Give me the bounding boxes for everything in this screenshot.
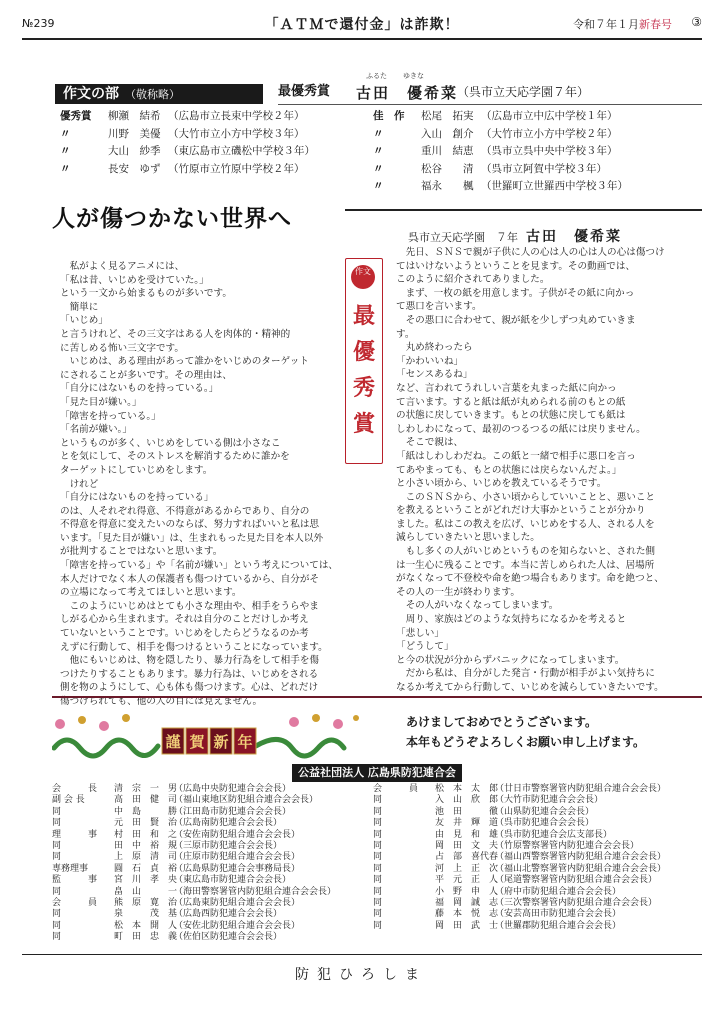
- roster-role: 監 事: [52, 875, 98, 886]
- roster-left: [52, 784, 336, 944]
- award-label: 優秀賞: [60, 110, 92, 122]
- award-name: 入山 創介: [421, 127, 474, 140]
- essay-line: いじめは、ある理由があって誰かをいじめのターゲット: [60, 356, 309, 368]
- association-name: 公益社団法人 広島県防犯連合会: [292, 764, 462, 782]
- essay-line: このＳＮＳから、小さい頃からしていいことと、悪いこと: [396, 491, 656, 503]
- essay-line: て悪口を言います。: [396, 301, 482, 313]
- issue-season: 新春号: [639, 18, 672, 31]
- essay-line: 「私は昔、いじめを受けていた。」: [60, 274, 209, 286]
- badge-essay-label: 作文: [351, 265, 375, 289]
- award-label: 〃: [373, 180, 384, 192]
- award-row: [373, 161, 628, 179]
- essay-line: は一生心に残ることです。本当に苦しめられた人は、居場所: [396, 559, 655, 571]
- roster-name: 松 本 太 郎: [435, 784, 499, 794]
- essay-line: もし多くの人がいじめというものを知らないと、された側: [396, 546, 656, 558]
- excellence-list: [60, 108, 315, 178]
- roster-name: 友 井 輝 道: [435, 818, 499, 829]
- roster-row: [373, 795, 666, 806]
- essay-line: てはいけないようということを見ます。その動画では、: [396, 260, 636, 272]
- roster-role: 会 長: [52, 784, 98, 794]
- essay-line: のは、人それぞれ得意、不得意があるからであり、自分の: [60, 505, 310, 517]
- roster-org: （広島西防犯連合会会長）: [174, 909, 283, 920]
- essay-line: 傷つけられても、他の人の目には見えません。: [60, 696, 263, 707]
- roster-row: [52, 818, 336, 829]
- roster-name: 清 宗 一 男: [114, 784, 178, 794]
- roster-name: 中 島 勝: [114, 806, 178, 817]
- essay-line: 減らしていきたいと思いました。: [396, 532, 540, 544]
- commended-list: [373, 108, 628, 196]
- author-name: 古田 優希菜: [526, 229, 622, 245]
- award-school: （呉市立阿賀中学校３年）: [481, 162, 607, 175]
- roster-row: [373, 852, 666, 863]
- award-school: （広島市立中広中学校１年）: [481, 110, 618, 122]
- essay-line: その悪口に合わせて、親が紙を少しずつ丸めていきま: [396, 314, 636, 326]
- essay-line: 簡単に: [60, 301, 99, 313]
- roster-row: [52, 852, 336, 863]
- roster-role: 同: [52, 909, 62, 920]
- roster-name: 元 田 賢 治: [114, 818, 178, 829]
- essay-line: て言います。すると紙は紙が丸められる前のもとの紙: [396, 396, 626, 408]
- roster-row: [373, 898, 666, 909]
- roster-name: 小 野 申 人: [435, 886, 499, 897]
- roster-row: [52, 830, 336, 841]
- roster-org: （廿日市警察署管内防犯組合連合会会長）: [495, 784, 667, 794]
- header-title: 「ＡＴＭで還付金」は詐欺！: [264, 17, 460, 33]
- headline-rule: [345, 209, 702, 211]
- essay-line: 「紙はしわしわだね。この紙と一緒で相手に悪口を言っ: [396, 450, 636, 462]
- essay-line: 先日、ＳＮＳで親が子供に人の心は人の心は人の心は傷つけ: [396, 247, 665, 258]
- award-row: [60, 143, 315, 161]
- award-name: 大山 紗季: [108, 145, 161, 157]
- roster-name: 由 見 和 雄: [435, 829, 499, 840]
- roster-row: [373, 841, 666, 852]
- award-school: （大竹市立小方中学校３年）: [168, 127, 305, 140]
- roster-role: 同: [373, 806, 383, 817]
- essay-line: の立場になって考えてほしいと思います。: [60, 587, 242, 599]
- ruby-family: ふるた: [366, 72, 387, 80]
- essay-line: 「障害を持っている」や「名前が嫌い」という考えについては、: [60, 560, 339, 572]
- roster-org: （安佐南防犯組合連合会会長）: [174, 829, 301, 840]
- roster-row: [373, 807, 666, 818]
- section-divider: [52, 696, 702, 698]
- essay-line: が批判することではないと思います。: [60, 546, 223, 558]
- roster-org: （広島県防犯連合会事務局長）: [174, 863, 301, 874]
- roster-org: （三原市防犯連合会会長）: [174, 841, 283, 852]
- roster-org: （呉市防犯連合会広支部長）: [495, 829, 613, 840]
- roster-role: 同: [373, 841, 383, 852]
- roster-org: （江田島市防犯連合会会長）: [174, 806, 292, 817]
- roster-role: 同: [52, 932, 62, 943]
- roster-name: 藤 本 悦 志: [435, 909, 499, 920]
- roster-row: [52, 841, 336, 852]
- roster-role: 同: [52, 886, 62, 897]
- essay-line: まず、一枚の紙を用意します。子供がその紙に向かっ: [396, 287, 635, 299]
- roster-name: 泉 茂 基: [114, 909, 178, 920]
- roster-role: 同: [373, 886, 383, 897]
- roster-role: 同: [373, 898, 383, 909]
- banner-char: 新: [213, 733, 229, 751]
- roster-row: [52, 932, 336, 943]
- roster-name: 村 田 和 之: [114, 829, 178, 840]
- badge-char: 最: [352, 304, 375, 329]
- badge-char: 優: [352, 340, 375, 365]
- roster-name: 岡 田 文 夫: [435, 841, 499, 852]
- essay-line: 本人だけでなく本人の保護者も傷つけているから、自分がそ: [60, 573, 320, 585]
- badge-char: 賞: [352, 412, 375, 437]
- essay-line: 「自分にはないものを持っている。」: [60, 383, 219, 395]
- roster-row: [373, 921, 666, 932]
- essay-line: 私がよく見るアニメには、: [60, 261, 185, 272]
- header-rule: [22, 38, 702, 40]
- roster-org: （安芸高田市防犯連合会会長）: [495, 909, 622, 920]
- essay-line: にされることが多いです。その理由は、: [60, 369, 232, 381]
- roster-role: 同: [373, 795, 383, 806]
- greeting-line-1: あけましておめでとうございます。: [406, 715, 598, 729]
- award-row: [373, 178, 628, 196]
- roster-name: 福 岡 誠 志: [435, 898, 499, 909]
- roster-row: [52, 784, 336, 795]
- roster-name: 宮 川 孝 央: [114, 875, 178, 886]
- award-label: 〃: [60, 145, 71, 157]
- roster-row: [52, 909, 336, 920]
- award-badge: [345, 258, 383, 464]
- roster-org: （世羅郡防犯組合連合会会長）: [495, 920, 622, 931]
- award-name: 柳瀬 結希: [108, 110, 161, 122]
- essay-line: えずに行動して、相手を傷つけるということになっています。: [60, 641, 328, 653]
- roster-role: 同: [52, 806, 62, 817]
- page-header: [22, 14, 702, 36]
- essay-line: しがる心から生まれます。それは自分のことだけしか考え: [60, 614, 309, 626]
- essay-line: このように紹介されてありました。: [396, 274, 550, 286]
- award-school: （竹原市立竹原中学校２年）: [168, 162, 305, 175]
- greeting-line-2: 本年もどうぞよろしくお願い申し上げます。: [406, 735, 646, 749]
- ruby-given: ゆきな: [403, 72, 424, 80]
- roster-name: 高 田 健 司: [114, 795, 178, 806]
- essay-column-1: [60, 260, 338, 709]
- roster-org: （三次警察署管内防犯組合連合会会長）: [495, 898, 658, 909]
- roster-org: （福山東地区防犯組合連合会会長）: [174, 795, 319, 806]
- essay-column-2: [396, 246, 665, 695]
- roster-org: （庄原市防犯組合連合会会長）: [174, 852, 301, 863]
- essay-line: 丸め終わったら: [396, 342, 473, 354]
- roster-name: 平 元 正 人: [435, 875, 499, 886]
- roster-name: 町 田 忠 義: [114, 932, 178, 943]
- essay-line: を教えるということがどれだけ大事かということが分かり: [396, 505, 646, 517]
- award-label: 〃: [60, 162, 71, 175]
- roster-row: [373, 818, 666, 829]
- essay-line: その人の一生が終わります。: [396, 586, 520, 598]
- roster-name: 田 中 裕 規: [114, 841, 178, 852]
- essay-line: このようにいじめはとても小さな理由や、相手をうらやま: [60, 600, 319, 612]
- essay-line: だから私は、自分がした発言・行動が相手がよい気持ちに: [396, 668, 656, 680]
- top-award-school: （呉市立天応学園７年）: [457, 85, 590, 99]
- essay-line: ターゲットにしていじめをします。: [60, 464, 213, 476]
- award-name: 福永 楓: [421, 180, 474, 192]
- essay-line: そこで親は、: [396, 437, 464, 449]
- essay-line: その人がいなくなってしまいます。: [396, 600, 559, 612]
- roster-org: （福山西警察署管内防犯組合連合会会長）: [495, 852, 667, 863]
- roster-role: 同: [52, 818, 62, 829]
- roster-role: 会 員: [373, 784, 419, 794]
- essay-line: 側を物のようにして、心も体も傷つけます。心は、どれだけ: [60, 682, 319, 694]
- essay-line: と言うけれど、その三文字はある人を肉体的・精神的: [60, 328, 291, 340]
- essay-line: など、言われてうれしい言葉を丸まった紙に向かっ: [396, 382, 617, 394]
- footer-title: 防犯ひろしま: [295, 967, 427, 983]
- roster-row: [52, 887, 336, 898]
- roster-name: 池 田 徹: [435, 806, 499, 817]
- essay-line: 不得意を得意に変えたいのならば、努力すればいいと私は思: [60, 519, 320, 531]
- roster-name: 入 山 欣 郎: [435, 795, 499, 806]
- roster-row: [373, 830, 666, 841]
- roster-role: 同: [52, 920, 62, 931]
- award-label: 〃: [373, 162, 384, 175]
- essay-line: 他にもいじめは、物を隠したり、暴力行為をして相手を傷: [60, 655, 320, 667]
- roster-role: 同: [52, 841, 62, 852]
- essay-line: とを気にして、そのストレスを解消するために誰かを: [60, 451, 290, 463]
- award-name: 松谷 清: [421, 162, 474, 175]
- roster-org: （佐伯区防犯連合会会長）: [174, 932, 283, 943]
- essay-byline: 呉市立天応学園 ７年 古田 優希菜: [408, 229, 622, 245]
- roster-row: [373, 887, 666, 898]
- roster-role: 同: [373, 920, 383, 931]
- award-name: 長安 ゆず: [108, 162, 161, 175]
- new-year-greeting: [406, 712, 645, 752]
- badge-award-text: [346, 299, 382, 443]
- award-name: 松尾 拓実: [421, 110, 474, 122]
- roster-name: 占 部 喜代春: [435, 852, 499, 863]
- top-award-label: 最優秀賞: [278, 84, 331, 99]
- banner-char: 賀: [189, 733, 205, 751]
- essay-line: ていないということです。いじめをしたらどうなるのか考: [60, 628, 309, 640]
- roster-role: 同: [373, 863, 383, 874]
- essay-line: なるか考えてから行動して、いじめを減らしていきたいです。: [396, 682, 664, 693]
- essay-line: という一文から始まるものが多いです。: [60, 288, 232, 300]
- essay-line: つけたりすることもあります。暴力行為は、いじめをされる: [60, 668, 319, 680]
- roster-org: （広島東防犯組合連合会会長）: [174, 898, 301, 909]
- roster-row: [373, 875, 666, 886]
- roster-name: 岡 田 武 士: [435, 920, 499, 931]
- award-row: [60, 108, 315, 126]
- essay-section-title: 作文の部 （敬称略）: [55, 84, 263, 104]
- essay-line: 「見た目が嫌い。」: [60, 396, 142, 408]
- roster-org: （安佐北防犯組合連合会会長）: [174, 920, 301, 931]
- roster-name: 圓 石 貞 裕: [114, 863, 178, 874]
- issue-number: №239: [22, 17, 55, 30]
- essay-line: に苦しめる怖い三文字です。: [60, 342, 184, 354]
- award-school: （大竹市立小方中学校２年）: [481, 127, 618, 140]
- essay-line: 周り、家族はどのような気持ちになるかを考えると: [396, 614, 627, 626]
- essay-line: けれど: [60, 478, 99, 490]
- roster-org: （呉市防犯連合会会長）: [495, 818, 595, 829]
- top-award-winner: 古田 優希菜: [356, 84, 459, 102]
- roster-org: （広島南防犯連合会会長）: [174, 818, 283, 829]
- roster-name: 熊 原 寛 治: [114, 898, 178, 909]
- award-label: 佳 作: [373, 110, 405, 122]
- new-year-banner: [52, 708, 362, 766]
- roster-row: [52, 898, 336, 909]
- page-number: ③: [691, 15, 702, 29]
- snake-illustration: [52, 708, 362, 766]
- award-row: [373, 143, 628, 161]
- award-school: （東広島市立磯松中学校３年）: [168, 145, 315, 157]
- essay-line: います。「見た目が嫌い」は、生まれもった見た目を本人以外: [60, 532, 324, 544]
- roster-role: 同: [373, 829, 383, 840]
- roster-role: 理 事: [52, 829, 98, 840]
- award-label: 〃: [60, 127, 71, 140]
- essay-line: 「センスあるね」: [396, 369, 473, 381]
- essay-line: 「障害を持っている。」: [60, 410, 161, 422]
- roster-role: 同: [373, 909, 383, 920]
- roster-row: [52, 864, 336, 875]
- essay-line: 「悲しい」: [396, 627, 444, 639]
- roster-role: 副 会 長: [52, 795, 85, 806]
- roster-org: （東広島市防犯連合会会長）: [174, 875, 292, 886]
- roster-org: （山県防犯連合会会長）: [495, 806, 595, 817]
- roster-org: （福山北警察署管内防犯組合連合会会長）: [495, 863, 667, 874]
- award-school: （世羅町立世羅西中学校３年）: [481, 180, 628, 192]
- roster-row: [52, 807, 336, 818]
- banner-char: 年: [237, 733, 253, 751]
- footer-rule: [22, 954, 702, 955]
- essay-line: す。: [396, 328, 415, 340]
- essay-line: というものが多く、いじめをしている側は小さなこ: [60, 437, 281, 449]
- award-row: [60, 126, 315, 144]
- award-label: 〃: [373, 145, 384, 157]
- roster-org: （府中市防犯組合連合会会長）: [495, 886, 622, 897]
- essay-line: と今の状況が分からずパニックになってしまいます。: [396, 654, 625, 666]
- award-row: [373, 108, 628, 126]
- roster-row: [52, 875, 336, 886]
- essay-line: 「どうして」: [396, 641, 454, 653]
- roster-name: 松 本 開 人: [114, 920, 178, 931]
- roster-row: [373, 784, 666, 795]
- roster-org: （広島中央防犯連合会会長）: [174, 784, 292, 794]
- essay-line: の状態に戻していきます。もとの状態に戻しても紙は: [396, 410, 626, 422]
- roster-org: （大竹市防犯連合会会長）: [495, 795, 604, 806]
- roster-row: [373, 864, 666, 875]
- award-label: 〃: [373, 127, 384, 140]
- essay-line: 「自分にはないものを持っている」: [60, 492, 214, 504]
- essay-line: 「いじめ」: [60, 315, 108, 327]
- roster-row: [373, 909, 666, 920]
- essay-line: てあやまっても、もとの状態には戻らないんだよ。」: [396, 464, 622, 476]
- roster-org: （尾道警察署管内防犯組合連合会会長）: [495, 875, 658, 886]
- essay-line: がなくなって不登校や命を絶つ場合もあります。命を絶つと、: [396, 573, 664, 585]
- issue-date: 令和７年１月新春号: [573, 18, 672, 31]
- roster-org: （竹原警察署管内防犯連合会会長）: [495, 841, 640, 852]
- award-name: 重川 結恵: [421, 145, 474, 157]
- roster-row: [52, 795, 336, 806]
- roster-row: [52, 921, 336, 932]
- essay-line: ました。私はこの教えを広げ、いじめをする人、される人を: [396, 518, 655, 530]
- roster-name: 上 原 清 司: [114, 852, 178, 863]
- roster-role: 同: [52, 852, 62, 863]
- essay-line: しわしわになって、最初のつるつるの紙には戻りません。: [396, 423, 646, 435]
- award-row: [60, 161, 315, 179]
- award-name: 川野 美優: [108, 127, 161, 140]
- roster-right: [373, 784, 666, 932]
- award-rule: [278, 104, 702, 105]
- award-school: （呉市立呉中央中学校３年）: [481, 145, 618, 157]
- essay-headline: 人が傷つかない世界へ: [52, 206, 292, 232]
- roster-name: 畠 山 一: [114, 886, 178, 897]
- banner-char: 謹: [165, 733, 181, 751]
- roster-role: 同: [373, 875, 383, 886]
- award-row: [373, 126, 628, 144]
- roster-role: 会 員: [52, 898, 98, 909]
- award-school: （広島市立長束中学校２年）: [168, 110, 305, 122]
- essay-line: 「かわいいね」: [396, 355, 464, 367]
- essay-line: と小さい頃から、いじめを教えているそうです。: [396, 478, 607, 490]
- roster-org: （海田警察署管内防犯組合連合会会長）: [174, 886, 337, 897]
- roster-role: 同: [373, 852, 383, 863]
- badge-char: 秀: [352, 376, 375, 401]
- essay-line: 「名前が嫌い。」: [60, 424, 132, 436]
- roster-name: 河 上 正 次: [435, 863, 499, 874]
- roster-role: 専務理事: [52, 863, 89, 874]
- roster-role: 同: [373, 818, 383, 829]
